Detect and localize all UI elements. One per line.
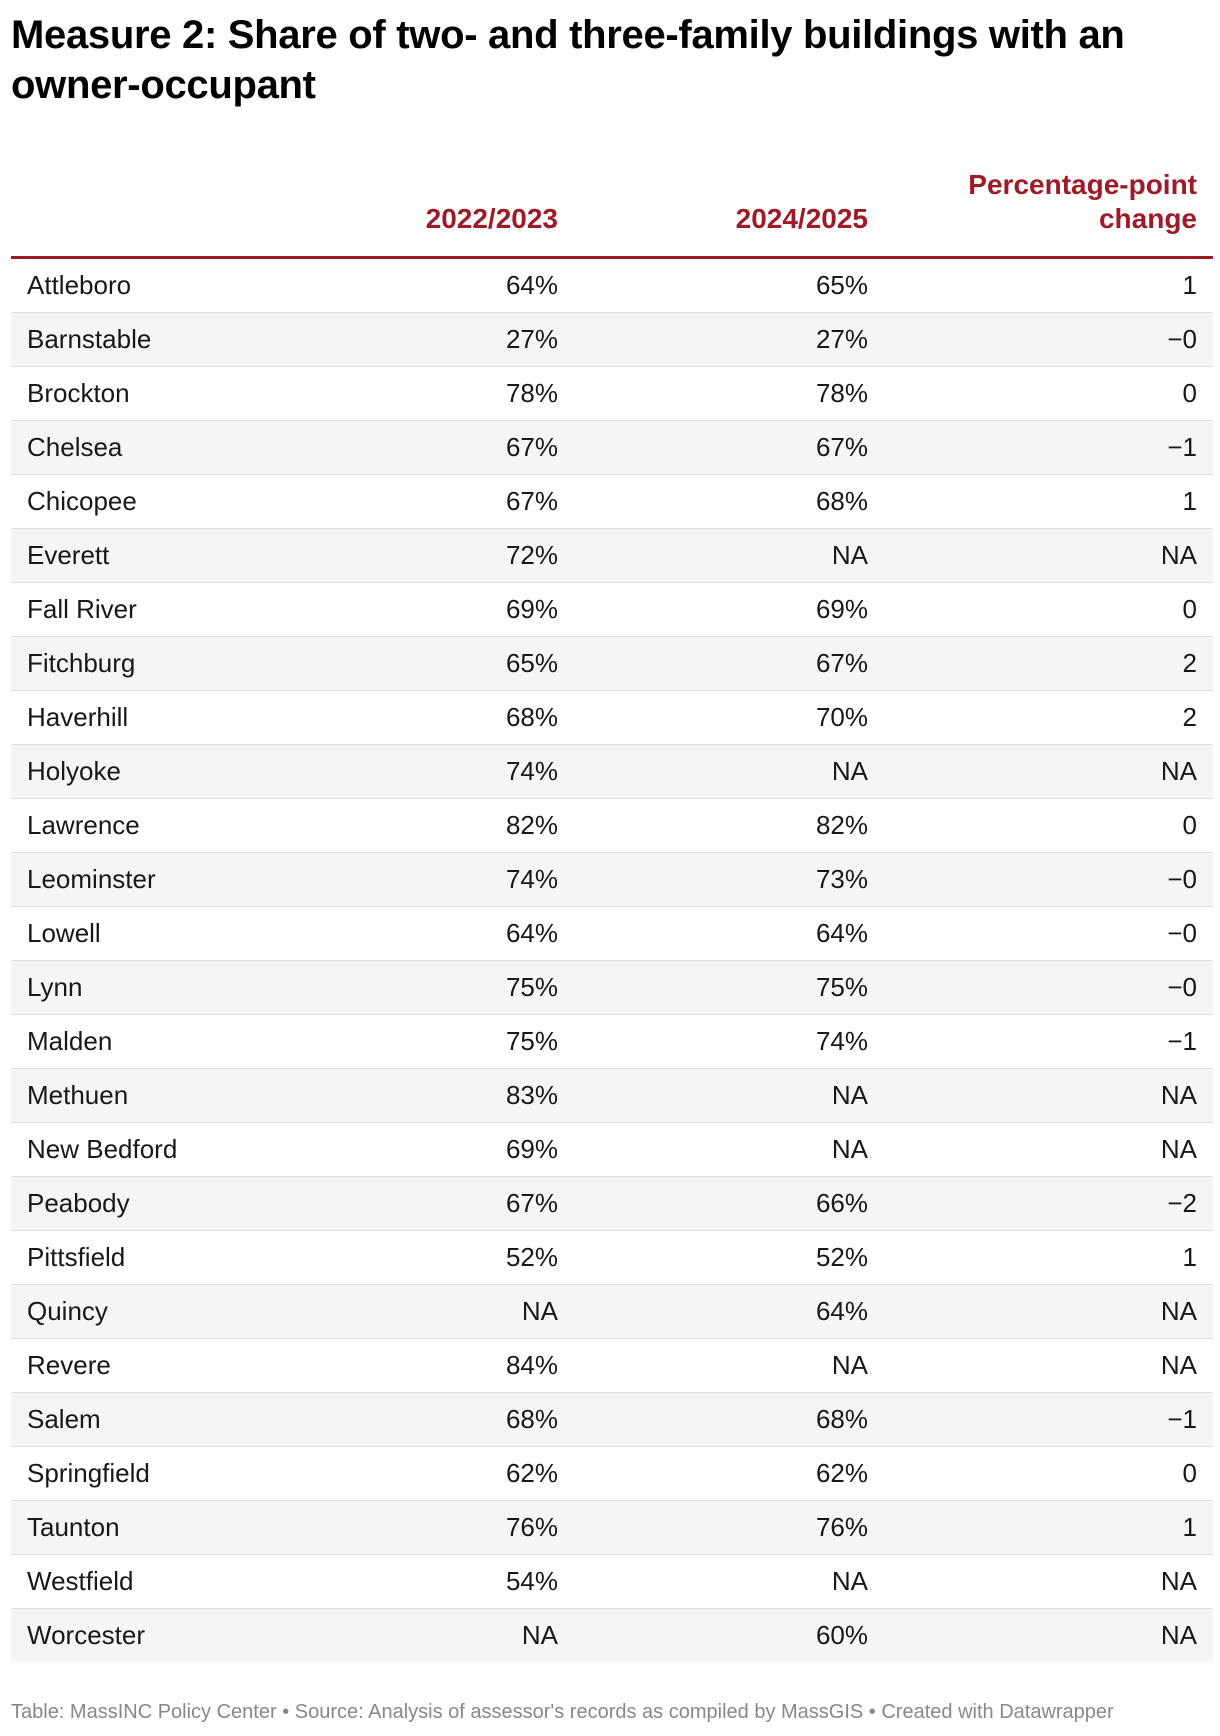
city-name: Quincy bbox=[27, 1296, 108, 1326]
pp-change: NA bbox=[1160, 1134, 1197, 1164]
table-row bbox=[11, 1339, 1213, 1393]
city-name: Taunton bbox=[27, 1512, 120, 1542]
value-2024-2025: 67% bbox=[815, 432, 868, 462]
value-2024-2025: 66% bbox=[815, 1188, 868, 1218]
pp-change: 1 bbox=[1182, 486, 1197, 516]
value-2022-2023: 69% bbox=[505, 1134, 558, 1164]
city-name: Barnstable bbox=[27, 324, 152, 354]
city-name: Everett bbox=[27, 540, 110, 570]
value-2022-2023: 64% bbox=[505, 918, 558, 948]
table-row bbox=[11, 853, 1213, 907]
value-2022-2023: 74% bbox=[505, 756, 558, 786]
value-2024-2025: 75% bbox=[815, 972, 868, 1002]
value-2024-2025: NA bbox=[831, 1134, 868, 1164]
city-name: Lowell bbox=[27, 918, 101, 948]
pp-change: 0 bbox=[1182, 810, 1197, 840]
city-name: Pittsfield bbox=[27, 1242, 126, 1272]
value-2022-2023: 64% bbox=[505, 270, 558, 300]
table-row bbox=[11, 1393, 1213, 1447]
pp-change: 0 bbox=[1182, 378, 1197, 408]
table-row bbox=[11, 529, 1213, 583]
table-row bbox=[11, 1231, 1213, 1285]
value-2022-2023: 69% bbox=[505, 594, 558, 624]
value-2022-2023: 67% bbox=[505, 486, 558, 516]
value-2024-2025: 78% bbox=[815, 378, 868, 408]
pp-change: −1 bbox=[1167, 432, 1197, 462]
value-2022-2023: 27% bbox=[505, 324, 558, 354]
pp-change: −0 bbox=[1167, 864, 1197, 894]
value-2024-2025: 74% bbox=[815, 1026, 868, 1056]
value-2024-2025: 67% bbox=[815, 648, 868, 678]
city-name: Springfield bbox=[27, 1458, 150, 1488]
value-2024-2025: 68% bbox=[815, 486, 868, 516]
table-row bbox=[11, 1015, 1213, 1069]
pp-change: NA bbox=[1160, 756, 1197, 786]
city-name: New Bedford bbox=[27, 1134, 178, 1164]
pp-change: −2 bbox=[1167, 1188, 1197, 1218]
value-2024-2025: 60% bbox=[815, 1620, 868, 1650]
city-name: Haverhill bbox=[27, 702, 129, 732]
pp-change: NA bbox=[1160, 1350, 1197, 1380]
value-2022-2023: 67% bbox=[505, 1188, 558, 1218]
value-2024-2025: 82% bbox=[815, 810, 868, 840]
city-name: Fall River bbox=[27, 594, 137, 624]
table-row bbox=[11, 1069, 1213, 1123]
city-name: Fitchburg bbox=[27, 648, 136, 678]
value-2022-2023: 62% bbox=[505, 1458, 558, 1488]
value-2024-2025: NA bbox=[831, 1566, 868, 1596]
table-header bbox=[11, 160, 1213, 259]
city-name: Malden bbox=[27, 1026, 113, 1056]
table-row bbox=[11, 583, 1213, 637]
value-2024-2025: 70% bbox=[815, 702, 868, 732]
table-row bbox=[11, 259, 1213, 313]
value-2024-2025: 76% bbox=[815, 1512, 868, 1542]
value-2024-2025: 64% bbox=[815, 918, 868, 948]
city-name: Attleboro bbox=[27, 270, 132, 300]
pp-change: 2 bbox=[1182, 702, 1197, 732]
pp-change: 0 bbox=[1182, 1458, 1197, 1488]
table-row bbox=[11, 475, 1213, 529]
pp-change: 1 bbox=[1182, 1242, 1197, 1272]
value-2024-2025: NA bbox=[831, 1080, 868, 1110]
table-row bbox=[11, 367, 1213, 421]
pp-change: −0 bbox=[1167, 918, 1197, 948]
pp-change: NA bbox=[1160, 1566, 1197, 1596]
table-row bbox=[11, 1123, 1213, 1177]
pp-change: 2 bbox=[1182, 648, 1197, 678]
value-2022-2023: 65% bbox=[505, 648, 558, 678]
value-2024-2025: 73% bbox=[815, 864, 868, 894]
pp-change: NA bbox=[1160, 1080, 1197, 1110]
city-name: Lynn bbox=[27, 972, 83, 1002]
value-2022-2023: NA bbox=[521, 1620, 558, 1650]
value-2024-2025: NA bbox=[831, 756, 868, 786]
city-name: Chelsea bbox=[27, 432, 123, 462]
value-2022-2023: 76% bbox=[505, 1512, 558, 1542]
value-2022-2023: 68% bbox=[505, 1404, 558, 1434]
city-name: Leominster bbox=[27, 864, 156, 894]
value-2022-2023: 54% bbox=[505, 1566, 558, 1596]
value-2024-2025: 65% bbox=[815, 270, 868, 300]
value-2024-2025: 62% bbox=[815, 1458, 868, 1488]
pp-change: NA bbox=[1160, 1620, 1197, 1650]
value-2024-2025: 69% bbox=[815, 594, 868, 624]
city-name: Holyoke bbox=[27, 756, 121, 786]
city-name: Westfield bbox=[27, 1566, 134, 1596]
value-2022-2023: 84% bbox=[505, 1350, 558, 1380]
value-2022-2023: 67% bbox=[505, 432, 558, 462]
city-name: Methuen bbox=[27, 1080, 129, 1110]
city-name: Peabody bbox=[27, 1188, 130, 1218]
city-name: Lawrence bbox=[27, 810, 140, 840]
pp-change: −0 bbox=[1167, 324, 1197, 354]
column-header-2022-2023[interactable]: 2022/2023 bbox=[425, 203, 558, 234]
pp-change: −1 bbox=[1167, 1404, 1197, 1434]
value-2024-2025: 27% bbox=[815, 324, 868, 354]
value-2024-2025: 52% bbox=[815, 1242, 868, 1272]
city-name: Worcester bbox=[27, 1620, 145, 1650]
table-row bbox=[11, 961, 1213, 1015]
table-row bbox=[11, 313, 1213, 367]
table-row bbox=[11, 907, 1213, 961]
table-row bbox=[11, 1177, 1213, 1231]
value-2022-2023: 83% bbox=[505, 1080, 558, 1110]
value-2022-2023: 75% bbox=[505, 1026, 558, 1056]
table-row bbox=[11, 1501, 1213, 1555]
column-header-percentage-point-change[interactable]: Percentage-point change bbox=[968, 169, 1197, 234]
table-row bbox=[11, 1555, 1213, 1609]
source-footer: Table: MassINC Policy Center • Source: Analysis of assessor's records as compiled by MassGIS • Created with Datawrapper bbox=[11, 1701, 1114, 1723]
pp-change: 0 bbox=[1182, 594, 1197, 624]
table-row bbox=[11, 421, 1213, 475]
value-2022-2023: 74% bbox=[505, 864, 558, 894]
value-2024-2025: 68% bbox=[815, 1404, 868, 1434]
value-2024-2025: 64% bbox=[815, 1296, 868, 1326]
value-2022-2023: 82% bbox=[505, 810, 558, 840]
value-2022-2023: 68% bbox=[505, 702, 558, 732]
value-2022-2023: 52% bbox=[505, 1242, 558, 1272]
table-row bbox=[11, 799, 1213, 853]
pp-change: 1 bbox=[1182, 270, 1197, 300]
table-body bbox=[11, 259, 1213, 1662]
value-2022-2023: NA bbox=[521, 1296, 558, 1326]
pp-change: 1 bbox=[1182, 1512, 1197, 1542]
pp-change: NA bbox=[1160, 1296, 1197, 1326]
city-name: Brockton bbox=[27, 378, 130, 408]
value-2024-2025: NA bbox=[831, 540, 868, 570]
value-2024-2025: NA bbox=[831, 1350, 868, 1380]
value-2022-2023: 75% bbox=[505, 972, 558, 1002]
city-name: Salem bbox=[27, 1404, 101, 1434]
table-row bbox=[11, 691, 1213, 745]
data-table bbox=[11, 160, 1213, 1662]
pp-change: NA bbox=[1160, 540, 1197, 570]
pp-change: −0 bbox=[1167, 972, 1197, 1002]
column-header-2024-2025[interactable]: 2024/2025 bbox=[735, 203, 868, 234]
table-row bbox=[11, 1447, 1213, 1501]
table-row bbox=[11, 1285, 1213, 1339]
table-row bbox=[11, 745, 1213, 799]
value-2022-2023: 72% bbox=[505, 540, 558, 570]
table-row bbox=[11, 1609, 1213, 1662]
table-row bbox=[11, 637, 1213, 691]
city-name: Revere bbox=[27, 1350, 111, 1380]
chart-title: Measure 2: Share of two- and three-family buildings with an owner-occupant bbox=[11, 13, 1125, 107]
value-2022-2023: 78% bbox=[505, 378, 558, 408]
pp-change: −1 bbox=[1167, 1026, 1197, 1056]
city-name: Chicopee bbox=[27, 486, 137, 516]
